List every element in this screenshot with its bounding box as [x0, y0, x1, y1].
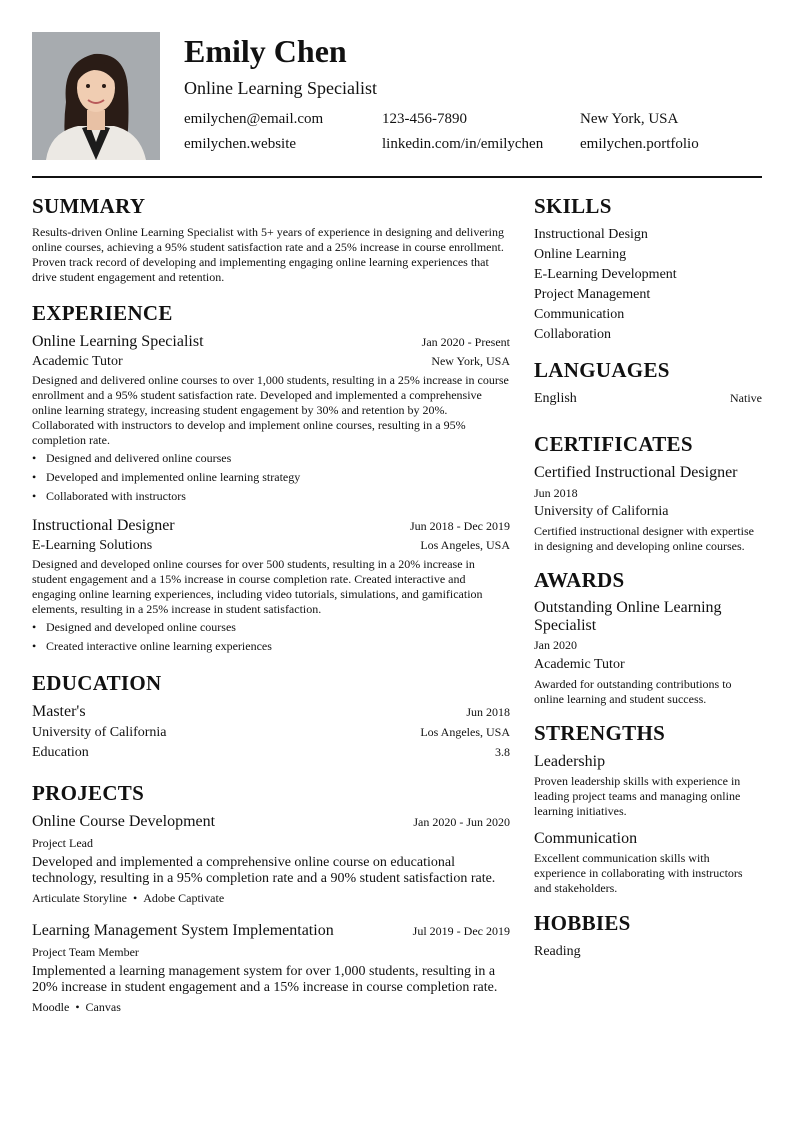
- project-item: [32, 921, 510, 1015]
- certificate-date: Jun 2018: [534, 486, 578, 500]
- list-item: • Collaborated with instructors: [32, 489, 510, 504]
- right-column: [534, 193, 762, 962]
- profile-photo: [32, 32, 160, 160]
- job-bullets: [32, 451, 510, 504]
- job-bullets: [32, 620, 510, 654]
- project-description: Developed and implemented a comprehensive online course on educational technology, resulting in a 95% completion rate and a 90% student satisfaction rate.: [32, 855, 496, 886]
- education-section: [32, 670, 510, 762]
- degree-name: Master's: [32, 703, 86, 720]
- school-name: University of California: [32, 725, 167, 740]
- tool-tag: Adobe Captivate: [143, 891, 225, 905]
- project-name: Online Course Development: [32, 813, 216, 830]
- skill-item: Project Management: [534, 287, 651, 302]
- section-title: HOBBIES: [534, 911, 631, 935]
- job-location: Los Angeles, USA: [420, 538, 510, 552]
- award-name: Outstanding Online Learning Specialist: [534, 599, 722, 634]
- award-date: Jan 2020: [534, 638, 577, 652]
- hobby-item: Reading: [534, 944, 581, 959]
- left-column: [32, 193, 510, 1015]
- tool-tag: Canvas: [85, 1000, 121, 1014]
- company-name: Academic Tutor: [32, 354, 123, 369]
- education-date: Jun 2018: [466, 705, 510, 719]
- school-location: Los Angeles, USA: [420, 725, 510, 739]
- award-description: Awarded for outstanding contributions to online learning and student success.: [534, 677, 732, 706]
- experience-item: [32, 332, 510, 504]
- strength-item: [534, 752, 762, 819]
- projects-section: [32, 780, 510, 1015]
- section-title: STRENGTHS: [534, 721, 666, 745]
- section-title: CERTIFICATES: [534, 432, 693, 456]
- company-name: E-Learning Solutions: [32, 538, 153, 553]
- experience-item: [32, 516, 510, 654]
- language-level: Native: [730, 391, 762, 405]
- hobbies-section: [534, 910, 762, 962]
- contact-linkedin[interactable]: linkedin.com/in/emilychen: [382, 136, 544, 152]
- skill-item: Online Learning: [534, 247, 627, 262]
- strength-description: Proven leadership skills with experience in leading project teams and managing online learning initiatives.: [534, 774, 741, 818]
- job-title: Instructional Designer: [32, 517, 175, 534]
- candidate-role: Online Learning Specialist: [184, 78, 377, 98]
- job-dates: Jan 2020 - Present: [421, 335, 510, 349]
- skills-section: [534, 193, 762, 345]
- project-description: Implemented a learning management system for over 1,000 students, resulting in a 20% increase in student engagement and a 15% increase in course completion rate.: [32, 964, 498, 995]
- languages-section: [534, 357, 762, 409]
- job-description: Designed and developed online courses for over 500 students, resulting in a 20% increase in student engagement and a 15% increase in course completion rate. Created interactive and engaging online learning experiences, including video tutorials, simulations, and gamification elements, resulting in a 25% increase in student satisfaction.: [32, 557, 483, 616]
- list-item: • Designed and developed online courses: [32, 620, 510, 635]
- skill-item: Instructional Design: [534, 227, 648, 242]
- contact-portfolio[interactable]: emilychen.portfolio: [580, 136, 699, 152]
- job-description: Designed and delivered online courses to over 1,000 students, resulting in a 25% increase in course enrollment and a 95% student satisfaction rate. Developed and implemented a comprehensive online learning strategy, increasing student engagement by 30% and retention by 20%. Collaborated with instructors to develop and implement online courses, resulting in a 95% completion rate.: [32, 373, 509, 447]
- strength-name: Leadership: [534, 753, 606, 770]
- experience-section: [32, 300, 510, 654]
- job-location: New York, USA: [431, 354, 510, 368]
- project-role: Project Team Member: [32, 945, 139, 959]
- profile-portrait-icon: [32, 32, 160, 160]
- award-issuer: Academic Tutor: [534, 657, 625, 672]
- project-dates: Jan 2020 - Jun 2020: [413, 815, 510, 829]
- certificates-section: [534, 431, 762, 554]
- list-item: • Developed and implemented online learning strategy: [32, 470, 510, 485]
- candidate-name: Emily Chen: [184, 33, 347, 69]
- job-dates: Jun 2018 - Dec 2019: [410, 519, 510, 533]
- tool-tag: Articulate Storyline: [32, 891, 127, 905]
- skill-item: Communication: [534, 307, 625, 322]
- summary-section: [32, 193, 510, 285]
- summary-text: Results-driven Online Learning Specialist with 5+ years of experience in designing and delivering online courses, achieving a 95% student satisfaction rate and a 25% increase in course enrollment. Proven track record of developing and implementing engaging online learning experiences that drive student engagement and retention.: [32, 225, 504, 284]
- certificate-issuer: University of California: [534, 504, 669, 519]
- contact-website[interactable]: emilychen.website: [184, 136, 297, 152]
- project-name: Learning Management System Implementation: [32, 922, 334, 939]
- strength-item: [534, 829, 762, 896]
- tool-tag: Moodle: [32, 1000, 70, 1014]
- skill-item: E-Learning Development: [534, 267, 677, 282]
- skill-item: Collaboration: [534, 327, 611, 342]
- list-item: • Created interactive online learning experiences: [32, 639, 510, 654]
- contact-email[interactable]: emilychen@email.com: [184, 111, 324, 127]
- awards-section: [534, 567, 762, 707]
- project-tools: Articulate Storyline • Adobe Captivate: [32, 891, 225, 905]
- certificate-description: Certified instructional designer with expertise in designing and developing online courses.: [534, 524, 754, 553]
- project-item: [32, 812, 510, 906]
- section-title: SUMMARY: [32, 194, 146, 218]
- contact-phone[interactable]: 123-456-7890: [382, 111, 467, 127]
- header-divider: [32, 176, 762, 178]
- job-title: Online Learning Specialist: [32, 333, 204, 350]
- gpa-value: 3.8: [495, 745, 510, 759]
- section-title: PROJECTS: [32, 781, 145, 805]
- section-title: LANGUAGES: [534, 358, 670, 382]
- strength-name: Communication: [534, 830, 638, 847]
- section-title: EDUCATION: [32, 671, 162, 695]
- section-title: AWARDS: [534, 568, 625, 592]
- list-item: • Designed and delivered online courses: [32, 451, 510, 466]
- field-of-study: Education: [32, 745, 89, 760]
- section-title: SKILLS: [534, 194, 612, 218]
- language-row: [534, 389, 762, 409]
- project-dates: Jul 2019 - Dec 2019: [412, 924, 510, 938]
- project-tools: Moodle • Canvas: [32, 1000, 121, 1014]
- strengths-section: [534, 720, 762, 896]
- certificate-name: Certified Instructional Designer: [534, 464, 738, 481]
- section-title: EXPERIENCE: [32, 301, 173, 325]
- language-name: English: [534, 391, 577, 406]
- project-role: Project Lead: [32, 836, 93, 850]
- contact-location: New York, USA: [580, 111, 679, 127]
- strength-description: Excellent communication skills with experience in collaborating with instructors and stakeholders.: [534, 851, 743, 895]
